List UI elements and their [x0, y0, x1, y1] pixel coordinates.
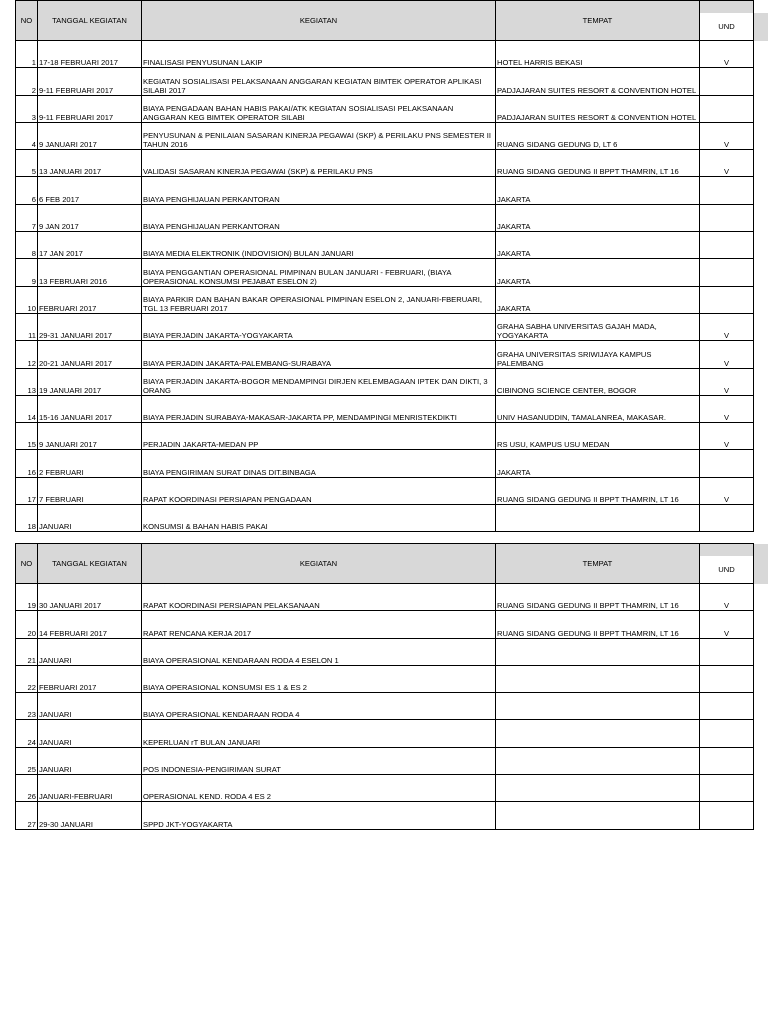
row-tanggal: FEBRUARI 2017 — [38, 286, 142, 313]
row-tempat: RUANG SIDANG GEDUNG II BPPT THAMRIN, LT 16 — [496, 584, 700, 611]
row-tanggal: 17-18 FEBRUARI 2017 — [38, 41, 142, 68]
row-kegiatan: FINALISASI PENYUSUNAN LAKIP — [142, 41, 496, 68]
row-tanggal: 20-21 JANUARI 2017 — [38, 341, 142, 368]
row-und: V — [700, 368, 754, 395]
row-und — [700, 802, 754, 829]
row-und: V — [700, 150, 754, 177]
row-no: 14 — [16, 395, 38, 422]
row-no: 26 — [16, 775, 38, 802]
row-no: 5 — [16, 150, 38, 177]
row-tempat: UNIV HASANUDDIN, TAMALANREA, MAKASAR. — [496, 395, 700, 422]
table-row — [16, 150, 754, 177]
table-row — [16, 368, 754, 395]
row-tempat — [496, 665, 700, 692]
row-und — [700, 177, 754, 204]
row-no: 4 — [16, 122, 38, 149]
row-tempat — [496, 638, 700, 665]
row-tempat: PADJAJARAN SUITES RESORT & CONVENTION HOTEL — [496, 95, 700, 122]
row-tanggal: 9 JAN 2017 — [38, 204, 142, 231]
table-row — [16, 286, 754, 313]
row-tanggal: JANUARI — [38, 720, 142, 747]
row-tanggal: JANUARI — [38, 693, 142, 720]
row-kegiatan: RAPAT KOORDINASI PERSIAPAN PELAKSANAAN — [142, 584, 496, 611]
row-tanggal: 14 FEBRUARI 2017 — [38, 611, 142, 638]
row-und: V — [700, 395, 754, 422]
row-tanggal: JANUARI — [38, 747, 142, 774]
row-kegiatan: KONSUMSI & BAHAN HABIS PAKAI — [142, 505, 496, 532]
row-und — [700, 95, 754, 122]
header-und — [700, 544, 754, 584]
row-kegiatan: POS INDONESIA-PENGIRIMAN SURAT — [142, 747, 496, 774]
row-kegiatan: BIAYA PENGGANTIAN OPERASIONAL PIMPINAN BULAN JANUARI - FEBRUARI, (BIAYA OPERASIONAL KONSUMSI PEJABAT ESELON 2) — [142, 259, 496, 286]
header-kegiatan: KEGIATAN — [142, 1, 496, 41]
header-und — [700, 1, 754, 41]
row-no: 13 — [16, 368, 38, 395]
row-tempat: JAKARTA — [496, 259, 700, 286]
header-tanggal-kegiatan: TANGGAL KEGIATAN — [38, 544, 142, 584]
row-und: V — [700, 41, 754, 68]
row-tempat — [496, 693, 700, 720]
row-kegiatan: BIAYA OPERASIONAL KONSUMSI ES 1 & ES 2 — [142, 665, 496, 692]
row-tempat — [496, 802, 700, 829]
row-tempat: HOTEL HARRIS BEKASI — [496, 41, 700, 68]
header-no: NO — [16, 1, 38, 41]
row-kegiatan: BIAYA PERJADIN JAKARTA-YOGYAKARTA — [142, 313, 496, 340]
row-kegiatan: RAPAT RENCANA KERJA 2017 — [142, 611, 496, 638]
row-tanggal: FEBRUARI 2017 — [38, 665, 142, 692]
row-kegiatan: BIAYA PERJADIN JAKARTA-BOGOR MENDAMPINGI DIRJEN KELEMBAGAAN IPTEK DAN DIKTI, 3 ORANG — [142, 368, 496, 395]
row-kegiatan: SPPD JKT-YOGYAKARTA — [142, 802, 496, 829]
row-und — [700, 693, 754, 720]
row-und: V — [700, 477, 754, 504]
row-tempat: CIBINONG SCIENCE CENTER, BOGOR — [496, 368, 700, 395]
row-kegiatan: BIAYA PENGHIJAUAN PERKANTORAN — [142, 177, 496, 204]
row-und — [700, 665, 754, 692]
row-tanggal: 15-16 JANUARI 2017 — [38, 395, 142, 422]
row-kegiatan: KEPERLUAN rT BULAN JANUARI — [142, 720, 496, 747]
row-kegiatan: VALIDASI SASARAN KINERJA PEGAWAI (SKP) & PERILAKU PNS — [142, 150, 496, 177]
table-row — [16, 505, 754, 532]
table-row — [16, 775, 754, 802]
row-tanggal: JANUARI — [38, 505, 142, 532]
row-tanggal: 9-11 FEBRUARI 2017 — [38, 68, 142, 95]
row-tanggal: 9-11 FEBRUARI 2017 — [38, 95, 142, 122]
next-column-header-strip-2 — [753, 544, 768, 584]
row-tempat: RUANG SIDANG GEDUNG D, LT 6 — [496, 122, 700, 149]
table-row — [16, 584, 754, 611]
row-tanggal: 13 JANUARI 2017 — [38, 150, 142, 177]
row-no: 22 — [16, 665, 38, 692]
row-no: 11 — [16, 313, 38, 340]
row-tempat: RS USU, KAMPUS USU MEDAN — [496, 423, 700, 450]
row-no: 2 — [16, 68, 38, 95]
table-row — [16, 313, 754, 340]
table-row — [16, 747, 754, 774]
row-no: 18 — [16, 505, 38, 532]
table-row — [16, 720, 754, 747]
row-tempat: RUANG SIDANG GEDUNG II BPPT THAMRIN, LT 16 — [496, 611, 700, 638]
table-row — [16, 395, 754, 422]
row-und — [700, 505, 754, 532]
row-und — [700, 232, 754, 259]
table-row — [16, 41, 754, 68]
row-no: 6 — [16, 177, 38, 204]
row-tanggal: 17 JAN 2017 — [38, 232, 142, 259]
row-kegiatan: OPERASIONAL KEND. RODA 4 ES 2 — [142, 775, 496, 802]
row-tempat: GRAHA SABHA UNIVERSITAS GAJAH MADA, YOGYAKARTA — [496, 313, 700, 340]
row-und — [700, 286, 754, 313]
table-row — [16, 802, 754, 829]
table-row — [16, 177, 754, 204]
row-kegiatan: BIAYA PENGHIJAUAN PERKANTORAN — [142, 204, 496, 231]
row-tempat: RUANG SIDANG GEDUNG II BPPT THAMRIN, LT 16 — [496, 477, 700, 504]
next-column-header-strip-1 — [753, 13, 768, 41]
row-und: V — [700, 313, 754, 340]
row-tempat: JAKARTA — [496, 286, 700, 313]
row-kegiatan: BIAYA OPERASIONAL KENDARAAN RODA 4 — [142, 693, 496, 720]
row-no: 21 — [16, 638, 38, 665]
row-tanggal: 29-30 JANUARI — [38, 802, 142, 829]
row-kegiatan: PENYUSUNAN & PENILAIAN SASARAN KINERJA PEGAWAI (SKP) & PERILAKU PNS SEMESTER II TAHUN 2016 — [142, 122, 496, 149]
table-row — [16, 665, 754, 692]
row-tempat — [496, 775, 700, 802]
row-kegiatan: BIAYA MEDIA ELEKTRONIK (INDOVISION) BULAN JANUARI — [142, 232, 496, 259]
table-row — [16, 122, 754, 149]
row-tanggal: 13 FEBRUARI 2016 — [38, 259, 142, 286]
row-tempat — [496, 747, 700, 774]
row-tempat: GRAHA UNIVERSITAS SRIWIJAYA KAMPUS PALEMBANG — [496, 341, 700, 368]
row-und — [700, 720, 754, 747]
row-und: V — [700, 423, 754, 450]
row-tanggal: JANUARI — [38, 638, 142, 665]
row-und: V — [700, 122, 754, 149]
table-row — [16, 259, 754, 286]
table-row — [16, 450, 754, 477]
row-no: 9 — [16, 259, 38, 286]
row-tempat: JAKARTA — [496, 232, 700, 259]
row-no: 1 — [16, 41, 38, 68]
row-tanggal: 2 FEBRUARI — [38, 450, 142, 477]
row-no: 15 — [16, 423, 38, 450]
row-tanggal: 7 FEBRUARI — [38, 477, 142, 504]
header-no: NO — [16, 544, 38, 584]
row-kegiatan: KEGIATAN SOSIALISASI PELAKSANAAN ANGGARAN KEGIATAN BIMTEK OPERATOR APLIKASI SILABI 2017 — [142, 68, 496, 95]
row-tanggal: 29-31 JANUARI 2017 — [38, 313, 142, 340]
table-row — [16, 95, 754, 122]
row-kegiatan: RAPAT KOORDINASI PERSIAPAN PENGADAAN — [142, 477, 496, 504]
row-tanggal: 19 JANUARI 2017 — [38, 368, 142, 395]
table-row — [16, 693, 754, 720]
table-row — [16, 204, 754, 231]
row-tanggal: 30 JANUARI 2017 — [38, 584, 142, 611]
row-tempat — [496, 505, 700, 532]
row-no: 24 — [16, 720, 38, 747]
row-tempat — [496, 720, 700, 747]
table-row — [16, 423, 754, 450]
header-tempat: TEMPAT — [496, 1, 700, 41]
row-und — [700, 259, 754, 286]
header-tanggal-kegiatan: TANGGAL KEGIATAN — [38, 1, 142, 41]
row-tempat: JAKARTA — [496, 450, 700, 477]
row-und — [700, 68, 754, 95]
row-no: 25 — [16, 747, 38, 774]
row-und: V — [700, 341, 754, 368]
activity-table-1 — [15, 0, 754, 532]
row-und — [700, 638, 754, 665]
table-row — [16, 232, 754, 259]
header-kegiatan: KEGIATAN — [142, 544, 496, 584]
table-row — [16, 638, 754, 665]
row-kegiatan: BIAYA OPERASIONAL KENDARAAN RODA 4 ESELON 1 — [142, 638, 496, 665]
row-no: 7 — [16, 204, 38, 231]
row-no: 16 — [16, 450, 38, 477]
row-no: 10 — [16, 286, 38, 313]
row-und: V — [700, 611, 754, 638]
row-no: 20 — [16, 611, 38, 638]
row-tanggal: JANUARI-FEBRUARI — [38, 775, 142, 802]
activity-table-2 — [15, 543, 754, 830]
row-und — [700, 775, 754, 802]
row-tanggal: 6 FEB 2017 — [38, 177, 142, 204]
row-kegiatan: BIAYA PERJADIN SURABAYA-MAKASAR-JAKARTA PP, MENDAMPINGI MENRISTEKDIKTI — [142, 395, 496, 422]
row-kegiatan: BIAYA PENGIRIMAN SURAT DINAS DIT.BINBAGA — [142, 450, 496, 477]
row-kegiatan: BIAYA PENGADAAN BAHAN HABIS PAKAI/ATK KEGIATAN SOSIALISASI PELAKSANAAN ANGGARAN KEG BIMTEK OPERATOR SILABI — [142, 95, 496, 122]
row-tempat: JAKARTA — [496, 204, 700, 231]
row-no: 27 — [16, 802, 38, 829]
header-und-label: UND — [700, 556, 753, 583]
row-tempat: JAKARTA — [496, 177, 700, 204]
row-no: 23 — [16, 693, 38, 720]
table-row — [16, 477, 754, 504]
table-row — [16, 341, 754, 368]
row-kegiatan: PERJADIN JAKARTA-MEDAN PP — [142, 423, 496, 450]
table-row — [16, 68, 754, 95]
table-row — [16, 611, 754, 638]
row-und — [700, 450, 754, 477]
row-no: 3 — [16, 95, 38, 122]
row-und — [700, 204, 754, 231]
row-no: 17 — [16, 477, 38, 504]
row-no: 12 — [16, 341, 38, 368]
row-no: 19 — [16, 584, 38, 611]
row-no: 8 — [16, 232, 38, 259]
header-und-label: UND — [700, 13, 753, 40]
row-tempat: PADJAJARAN SUITES RESORT & CONVENTION HOTEL — [496, 68, 700, 95]
row-kegiatan: BIAYA PERJADIN JAKARTA-PALEMBANG-SURABAYA — [142, 341, 496, 368]
row-tanggal: 9 JANUARI 2017 — [38, 423, 142, 450]
table-header-row — [16, 544, 754, 584]
row-tanggal: 9 JANUARI 2017 — [38, 122, 142, 149]
row-und: V — [700, 584, 754, 611]
row-und — [700, 747, 754, 774]
table-header-row — [16, 1, 754, 41]
row-tempat: RUANG SIDANG GEDUNG II BPPT THAMRIN, LT 16 — [496, 150, 700, 177]
row-kegiatan: BIAYA PARKIR DAN BAHAN BAKAR OPERASIONAL PIMPINAN ESELON 2, JANUARI-FBERUARI, TGL 13 FEBRUARI 2017 — [142, 286, 496, 313]
header-tempat: TEMPAT — [496, 544, 700, 584]
